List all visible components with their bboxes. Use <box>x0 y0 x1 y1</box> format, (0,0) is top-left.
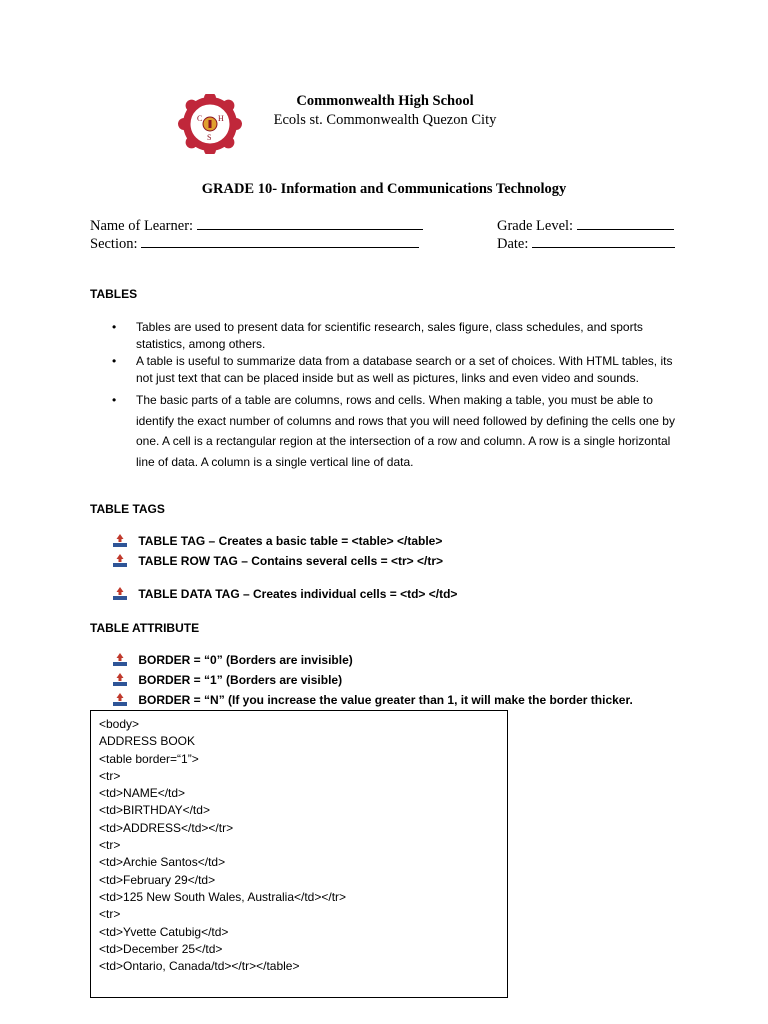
code-line: <body> <box>99 717 140 731</box>
table-data-tag-text: TABLE DATA TAG – Creates individual cells = <td> </td> <box>138 587 458 601</box>
arrow-bullet-icon <box>113 554 127 567</box>
tables-heading: TABLES <box>90 287 138 301</box>
arrow-bullet-icon <box>113 693 127 706</box>
grade-level-blank[interactable] <box>577 217 674 230</box>
table-attribute-heading: TABLE ATTRIBUTE <box>90 621 200 635</box>
code-line: <td>NAME</td> <box>99 786 186 801</box>
table-row-tag-text: TABLE ROW TAG – Contains several cells = <tr> </tr> <box>138 554 443 568</box>
bullet-text: Tables are used to present data for scientific research, sales figure, class schedules, and sports statistics, among others. <box>136 320 643 351</box>
learner-name-field <box>90 217 423 235</box>
code-line: <td>BIRTHDAY</td> <box>99 803 210 818</box>
date-field <box>497 235 675 253</box>
code-line: ADDRESS BOOK <box>99 734 196 749</box>
grade-level-label: Grade Level: <box>497 218 574 234</box>
code-line: <td>Ontario, Canada/td></tr></table> <box>99 959 300 974</box>
logo-letter-c: C <box>197 114 203 123</box>
section-field <box>90 235 419 253</box>
bullet-icon: • <box>112 320 117 334</box>
bullet-icon: • <box>112 354 117 368</box>
section-blank[interactable] <box>141 235 419 248</box>
list-item <box>113 693 633 707</box>
date-label: Date: <box>497 236 529 252</box>
border-n-text: BORDER = “N” (If you increase the value greater than 1, it will make the border thicker. <box>138 693 633 707</box>
document-title: GRADE 10- Information and Communications Technology <box>201 181 567 197</box>
code-line: <td>125 New South Wales, Australia</td></tr> <box>99 889 347 904</box>
arrow-bullet-icon <box>113 534 127 547</box>
code-line: <td>Yvette Catubig</td> <box>99 924 229 939</box>
bullet-text: The basic parts of a table are columns, rows and cells. When making a table, you must be able to identify the exact number of columns and rows that you will need followed by defining the cells one by one. A cell is a rectangular region at the intersection of a row and column. A row is a single horizontal line of data. A column is a single vertical line of data. <box>136 393 675 469</box>
border-zero-text: BORDER = “0” (Borders are invisible) <box>138 653 353 667</box>
bullet-icon: • <box>112 393 117 407</box>
code-line: <td>ADDRESS</td></tr> <box>99 820 234 835</box>
learner-name-label: Name of Learner: <box>90 218 194 234</box>
tables-bullet-list <box>112 319 682 472</box>
code-line: <td>Archie Santos</td> <box>99 855 226 870</box>
list-item <box>113 587 457 601</box>
grade-level-field <box>497 217 674 235</box>
list-item <box>113 653 353 667</box>
table-tag-text: TABLE TAG – Creates a basic table = <table> </table> <box>138 534 443 548</box>
code-line: <td>December 25</td> <box>99 941 223 956</box>
list-item <box>113 673 342 687</box>
code-example-box <box>90 710 508 998</box>
logo-letter-s: S <box>207 133 212 142</box>
bullet-text: A table is useful to summarize data from a database search or a set of choices. With HTML tables, its not just text that can be placed inside but as well as pictures, links and even video and sounds. <box>136 354 673 385</box>
list-item <box>112 319 682 353</box>
arrow-bullet-icon <box>113 653 127 666</box>
school-address: Ecols st. Commonwealth Quezon City <box>273 112 497 128</box>
code-line: <td>February 29</td> <box>99 872 216 887</box>
arrow-bullet-icon <box>113 673 127 686</box>
code-line: <tr> <box>99 768 121 783</box>
school-name: Commonwealth High School <box>296 93 474 109</box>
date-blank[interactable] <box>532 235 675 248</box>
list-item <box>112 353 682 387</box>
table-tags-heading: TABLE TAGS <box>90 502 165 516</box>
code-line: <tr> <box>99 907 121 922</box>
logo-letter-h: H <box>218 114 224 123</box>
section-label: Section: <box>90 236 138 252</box>
code-line: <tr> <box>99 838 121 853</box>
border-one-text: BORDER = “1” (Borders are visible) <box>138 673 343 687</box>
list-item <box>112 390 682 472</box>
school-logo <box>178 94 242 154</box>
code-line: <table border=“1”> <box>99 751 199 766</box>
list-item <box>113 554 443 568</box>
learner-name-blank[interactable] <box>197 217 423 230</box>
arrow-bullet-icon <box>113 587 127 600</box>
list-item <box>113 534 442 548</box>
